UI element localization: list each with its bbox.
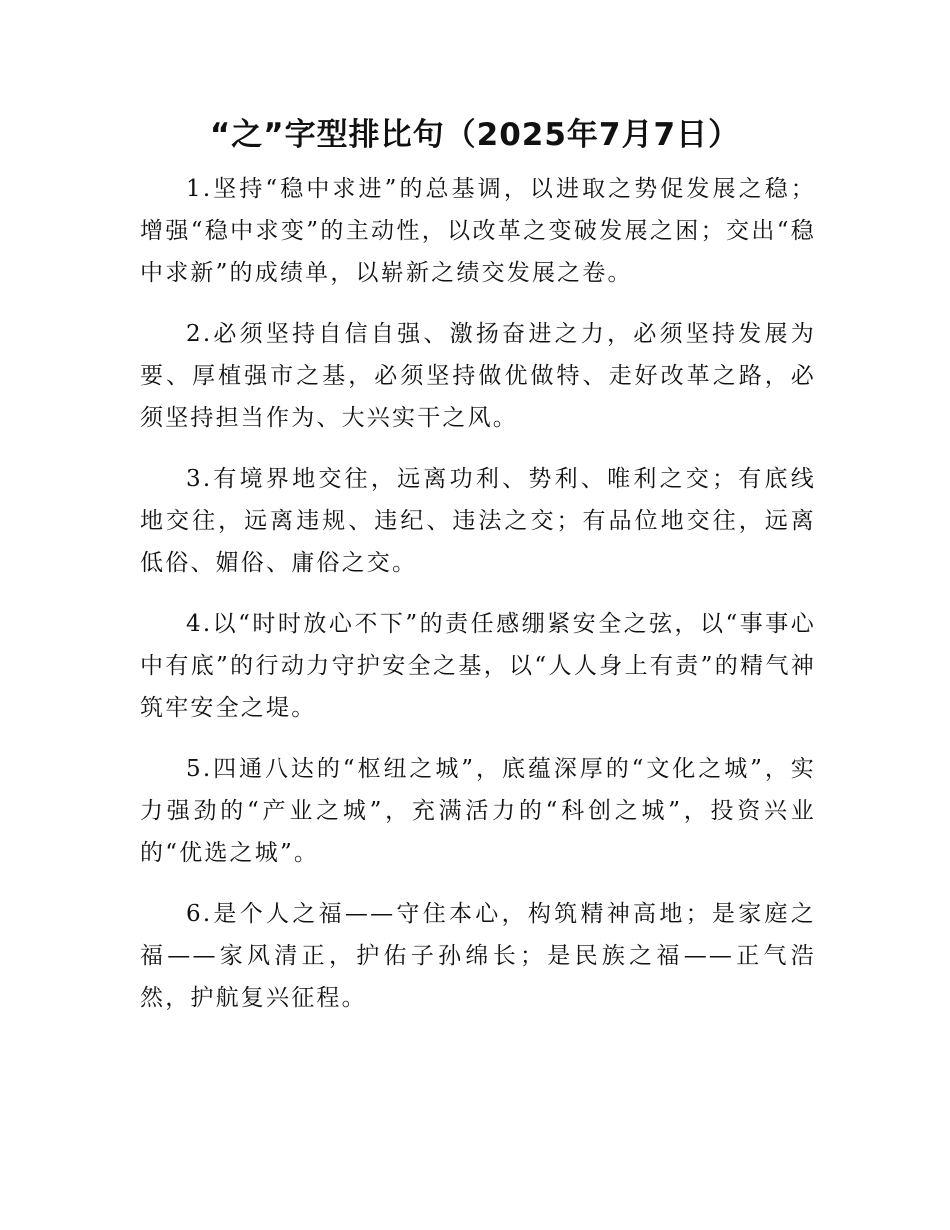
- paragraph-5: 5.四通八达的“枢纽之城”，底蕴深厚的“文化之城”，实力强劲的“产业之城”，充满活力的“科创之城”，投资兴业的“优选之城”。: [140, 756, 816, 866]
- document-body: [140, 168, 816, 1038]
- paragraph-2: 2.必须坚持自信自强、激扬奋进之力，必须坚持发展为要、厚植强市之基，必须坚持做优做特、走好改革之路，必须坚持担当作为、大兴实干之风。: [140, 321, 816, 431]
- paragraph-4: 4.以“时时放心不下”的责任感绷紧安全之弦，以“事事心中有底”的行动力守护安全之基，以“人人身上有责”的精气神筑牢安全之堤。: [140, 611, 816, 721]
- paragraph-1: 1.坚持“稳中求进”的总基调，以进取之势促发展之稳；增强“稳中求变”的主动性，以改革之变破发展之困；交出“稳中求新”的成绩单，以崭新之绩交发展之卷。: [140, 176, 816, 286]
- paragraph-6: 6.是个人之福——守住本心，构筑精神高地；是家庭之福——家风清正，护佑子孙绵长；是民族之福——正气浩然，护航复兴征程。: [140, 901, 816, 1011]
- document-title: “之”字型排比句（2025年7月7日）: [209, 117, 741, 153]
- paragraph-3: 3.有境界地交往，远离功利、势利、唯利之交；有底线地交往，远离违规、违纪、违法之交；有品位地交往，远离低俗、媚俗、庸俗之交。: [140, 466, 816, 576]
